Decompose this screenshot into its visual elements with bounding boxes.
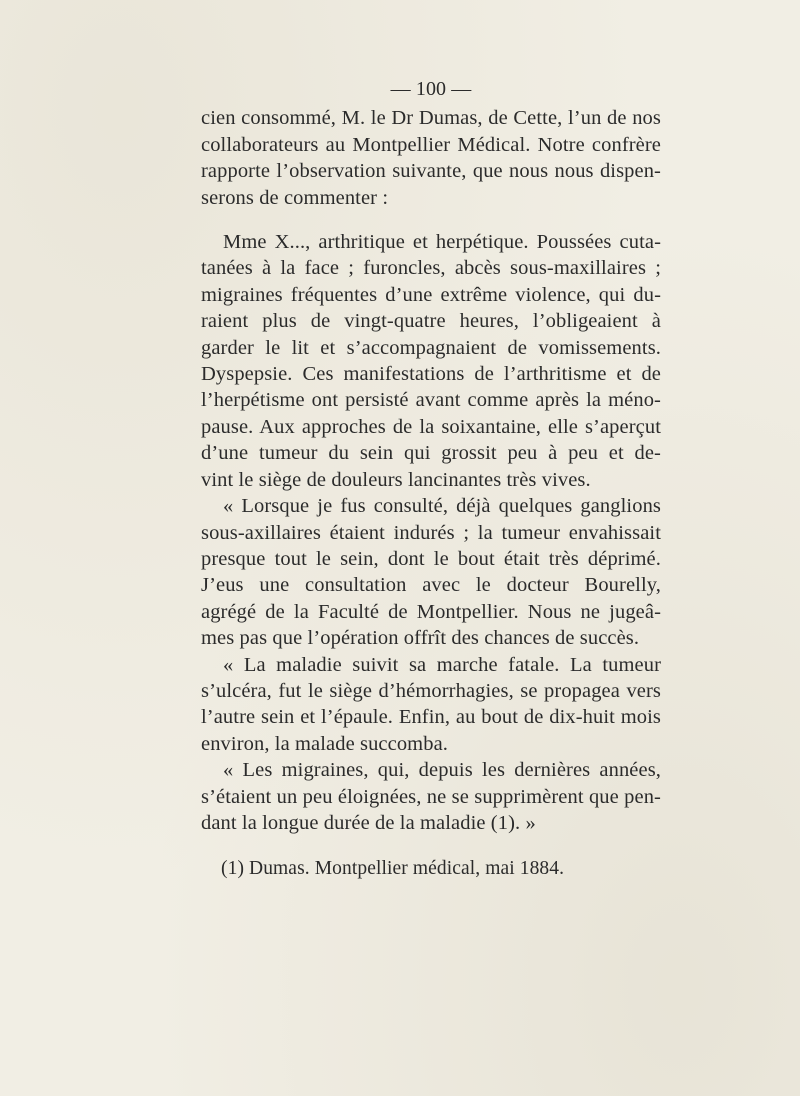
text-line: rapporte l’observation suivante, que nous nous dispen- (201, 160, 661, 183)
text-line: d’une tumeur du sein qui grossit peu à peu et de- (201, 442, 661, 465)
text-line: « Les migraines, qui, depuis les dernières années, (223, 759, 661, 782)
text-line: Dyspepsie. Ces manifestations de l’arthritisme et de (201, 363, 661, 386)
text-line: l’herpétisme ont persisté avant comme après la méno- (201, 389, 661, 412)
paragraph-3 (201, 493, 661, 651)
text-line: s’ulcéra, fut le siège d’hémorrhagies, se propagea vers (201, 679, 661, 702)
text-line: presque tout le sein, dont le bout était très déprimé. (201, 547, 661, 570)
text-line: cien consommé, M. le Dr Dumas, de Cette, l’un de nos (201, 107, 661, 130)
text-line: sous-axillaires étaient indurés ; la tumeur envahissait (201, 521, 661, 544)
text-line: environ, la malade succomba. (201, 732, 448, 755)
paragraph-5 (201, 757, 661, 836)
text-line: vint le siège de douleurs lancinantes très vives. (201, 468, 591, 491)
text-line: serons de commenter : (201, 186, 389, 209)
text-line: agrégé de la Faculté de Montpellier. Nous ne jugeâ- (201, 600, 661, 623)
text-line: mes pas que l’opération offrît des chances de succès. (201, 627, 640, 650)
text-line: pause. Aux approches de la soixantaine, elle s’aperçut (201, 415, 661, 438)
text-line: tanées à la face ; furoncles, abcès sous-maxillaires ; (201, 257, 661, 280)
text-line: collaborateurs au Montpellier Médical. Notre confrère (201, 133, 661, 156)
text-line: J’eus une consultation avec le docteur Bourelly, (201, 574, 661, 597)
text-line: Mme X..., arthritique et herpétique. Poussées cuta- (223, 231, 661, 254)
text-line: migraines fréquentes d’une extrême violence, qui du- (201, 283, 661, 306)
text-block (201, 76, 661, 883)
paragraph-1 (201, 105, 661, 211)
text-line: l’autre sein et l’épaule. Enfin, au bout de dix-huit mois (201, 706, 661, 729)
text-line: « Lorsque je fus consulté, déjà quelques ganglions (223, 495, 661, 518)
text-line: dant la longue durée de la maladie (1). » (201, 811, 536, 834)
text-line: « La maladie suivit sa marche fatale. La tumeur (223, 653, 661, 676)
footnote: (1) Dumas. Montpellier médical, mai 1884. (221, 858, 565, 880)
text-line: raient plus de vingt-quatre heures, l’obligeaient à (201, 310, 661, 333)
paragraph-4 (201, 652, 661, 758)
text-line: garder le lit et s’accompagnaient de vomissements. (201, 336, 661, 359)
page-number: — 100 — (390, 78, 472, 100)
paragraph-2 (201, 229, 661, 493)
text-line: s’étaient un peu éloignées, ne se supprimèrent que pen- (201, 785, 661, 808)
